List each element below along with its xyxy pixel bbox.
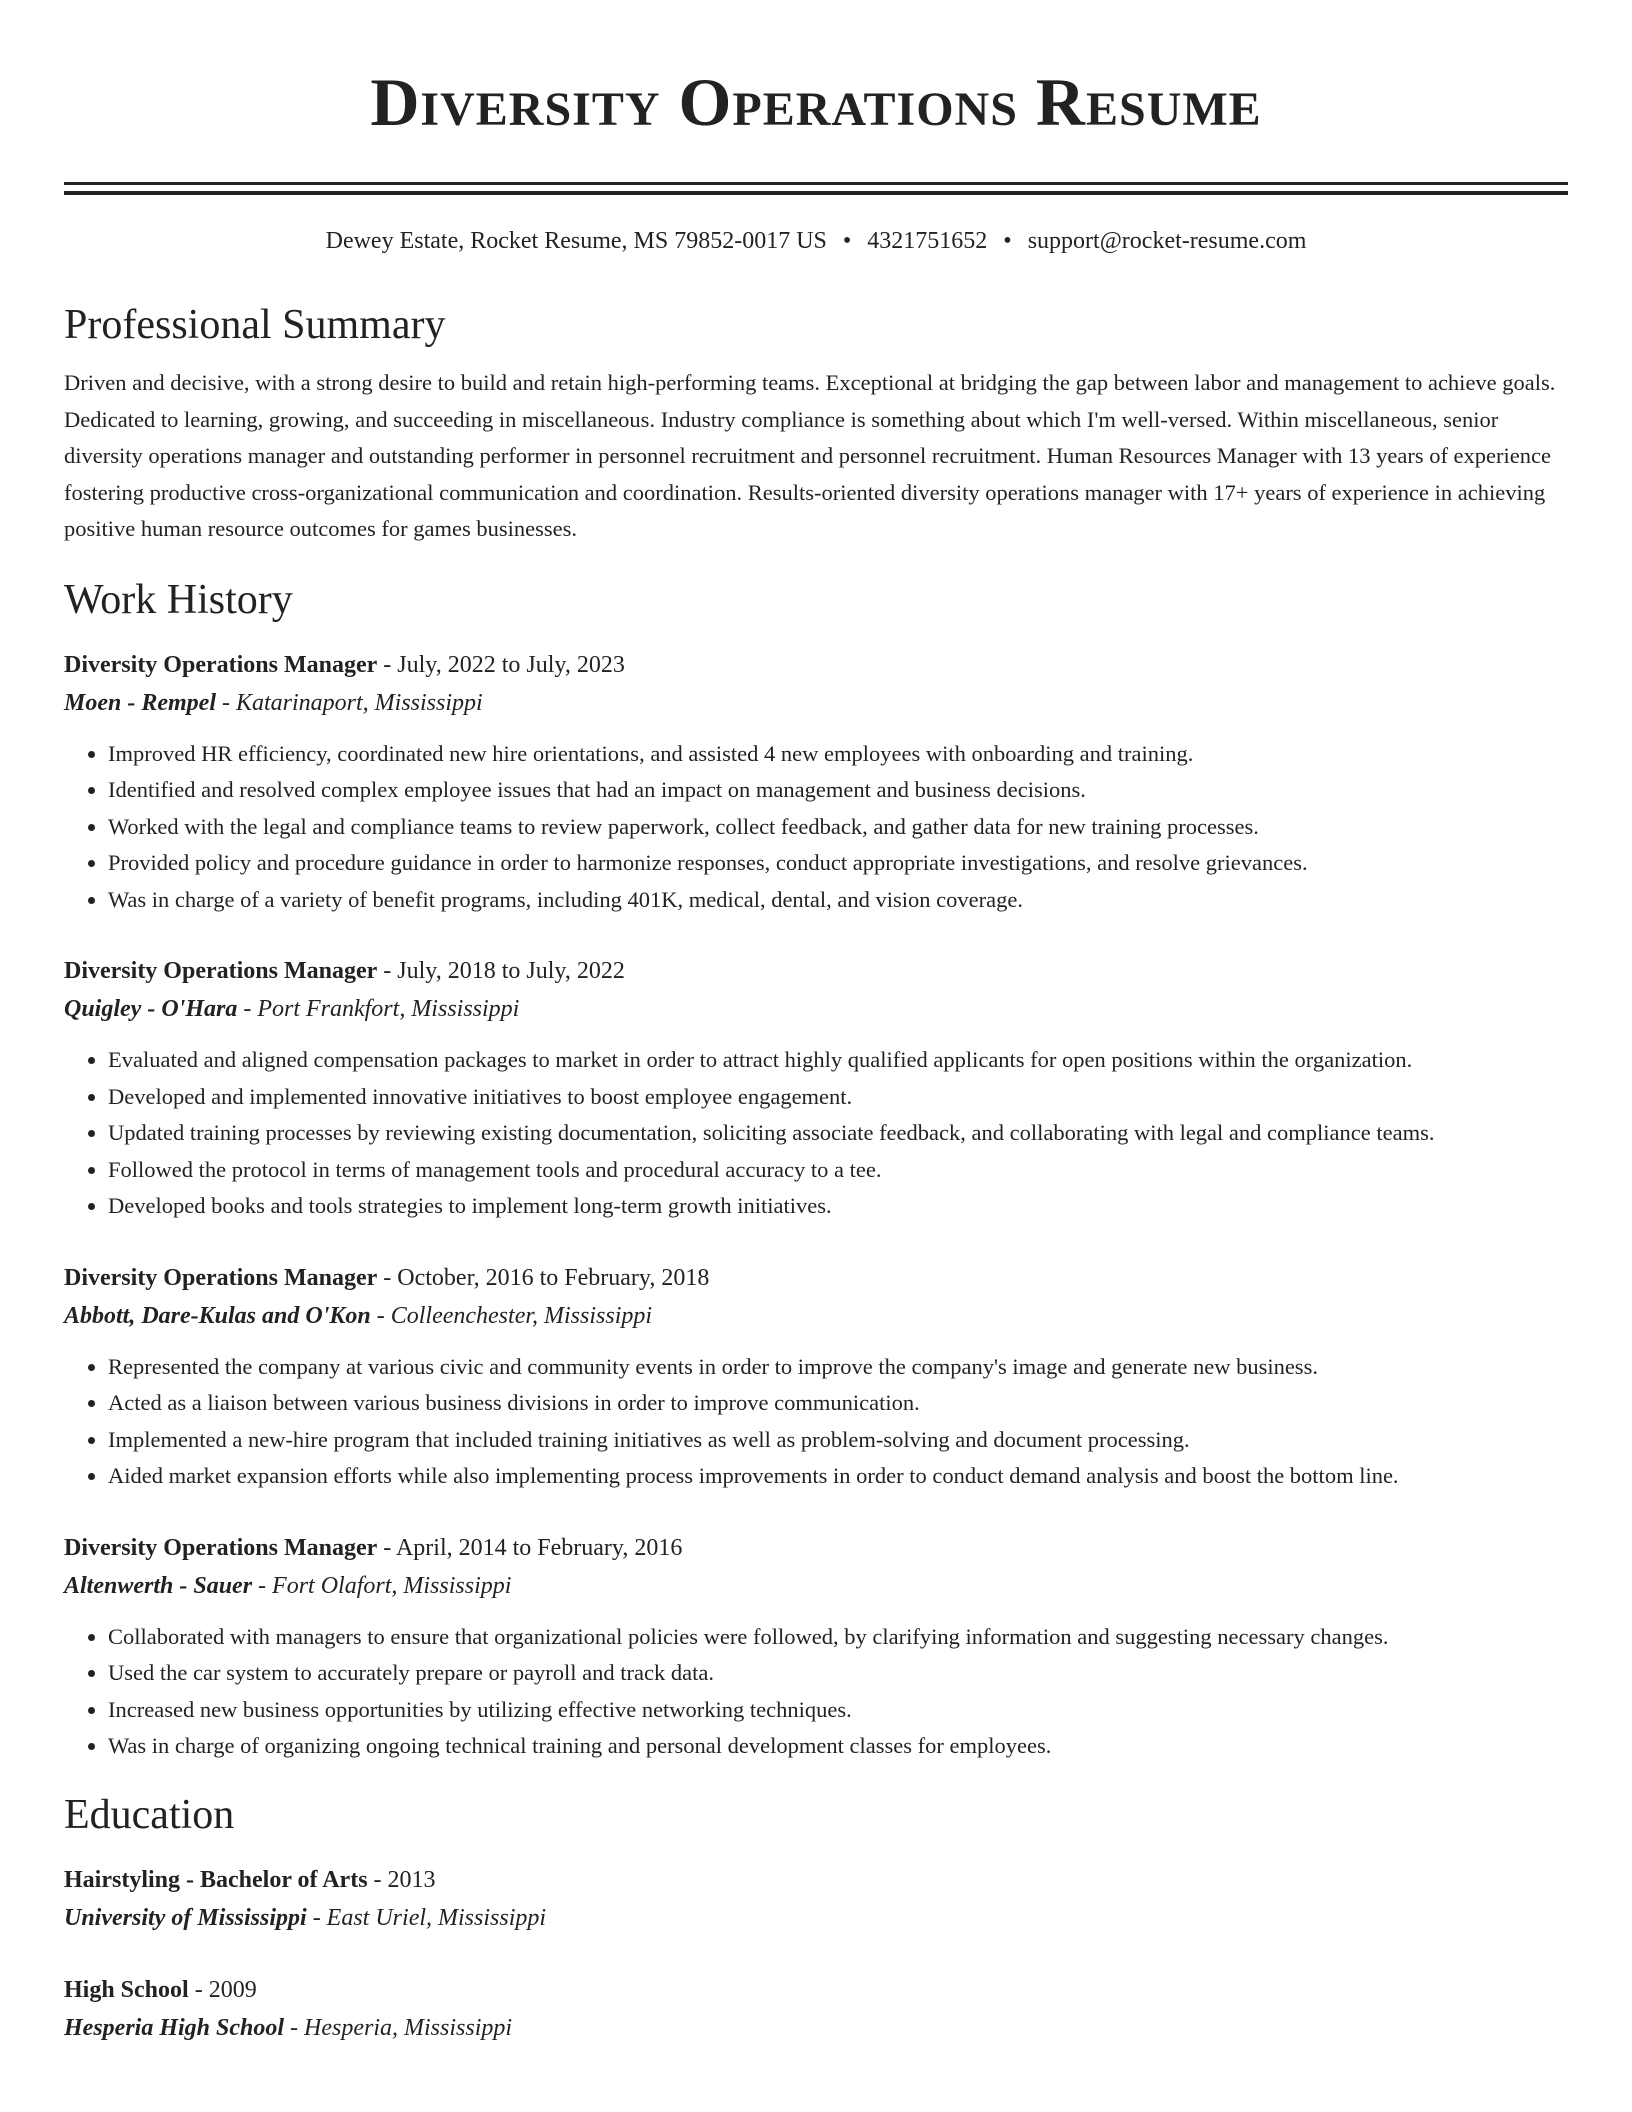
- contact-separator: •: [1003, 228, 1012, 254]
- job-bullet: • Developed and implemented innovative initiatives to boost employee engagement.: [108, 1079, 1568, 1116]
- contact-phone: 4321751652: [867, 228, 988, 254]
- job-entry: [64, 1529, 1568, 1765]
- job-entry: [64, 952, 1568, 1225]
- job-title-line: [64, 952, 1568, 990]
- job-location: - Colleenchester, Mississippi: [370, 1302, 653, 1329]
- job-company-line: [64, 684, 1568, 722]
- summary-text: Driven and decisive, with a strong desire to build and retain high-performing teams. Exceptional at bridging the gap between labor and management to achieve goals. Dedicated to learning, growing, and succeeding in miscellaneous. Industry compliance is something about which I'm well-versed. Within miscellaneous, senior diversity operations manager and outstanding performer in personnel recruitment and personnel recruitment. Human Resources Manager with 13 years of experience fostering productive cross-organizational communication and coordination. Results-oriented diversity operations manager with 17+ years of experience in achieving positive human resource outcomes for games businesses.: [64, 370, 1556, 541]
- work-history-list: [64, 646, 1568, 1765]
- education-degree: High School: [64, 1976, 189, 2003]
- job-bullet: • Increased new business opportunities by utilizing effective networking techniques.: [108, 1692, 1568, 1729]
- job-bullet: • Represented the company at various civic and community events in order to improve the company's image and generate new business.: [108, 1349, 1568, 1386]
- contact-email: support@rocket-resume.com: [1027, 228, 1307, 254]
- job-bullet: • Was in charge of a variety of benefit programs, including 401K, medical, dental, and vision coverage.: [108, 882, 1568, 919]
- job-bullet: • Developed books and tools strategies to implement long-term growth initiatives.: [108, 1188, 1568, 1225]
- job-bullet: • Aided market expansion efforts while also implementing process improvements in order to conduct demand analysis and boost the bottom line.: [108, 1458, 1568, 1495]
- job-title: Diversity Operations Manager: [64, 1534, 378, 1561]
- job-bullets: [64, 1042, 1568, 1225]
- education-degree-line: [64, 1971, 1568, 2009]
- education-degree-line: [64, 1861, 1568, 1899]
- job-dates: - July, 2022 to July, 2023: [377, 651, 625, 678]
- education-location: - East Uriel, Mississippi: [306, 1904, 547, 1931]
- education-school-line: [64, 1899, 1568, 1937]
- education-school-line: [64, 2009, 1568, 2047]
- job-company-line: [64, 990, 1568, 1028]
- job-bullet: • Identified and resolved complex employee issues that had an impact on management and business decisions.: [108, 772, 1568, 809]
- education-entry: [64, 1971, 1568, 2047]
- job-location: - Fort Olafort, Mississippi: [252, 1572, 512, 1599]
- contact-address: Dewey Estate, Rocket Resume, MS 79852-0017 US: [325, 228, 827, 254]
- job-dates: - October, 2016 to February, 2018: [377, 1264, 710, 1291]
- job-bullet: • Provided policy and procedure guidance in order to harmonize responses, conduct appropriate investigations, and resolve grievances.: [108, 845, 1568, 882]
- job-dates: - July, 2018 to July, 2022: [377, 958, 625, 984]
- job-bullet: • Worked with the legal and compliance teams to review paperwork, collect feedback, and gather data for new training processes.: [108, 809, 1568, 846]
- education-list: [64, 1861, 1568, 2047]
- job-bullet: • Evaluated and aligned compensation packages to market in order to attract highly qualified applicants for open positions within the organization.: [108, 1042, 1568, 1079]
- education-degree: Hairstyling - Bachelor of Arts: [64, 1866, 368, 1893]
- contact-line: [64, 225, 1568, 257]
- job-title-line: [64, 646, 1568, 684]
- job-company: Altenwerth - Sauer: [64, 1572, 253, 1599]
- education-year: - 2013: [367, 1866, 436, 1893]
- job-bullet: • Updated training processes by reviewing existing documentation, soliciting associate feedback, and collaborating with legal and compliance teams.: [108, 1115, 1568, 1152]
- job-company-line: [64, 1297, 1568, 1335]
- job-bullet: • Acted as a liaison between various business divisions in order to improve communication.: [108, 1385, 1568, 1422]
- job-company-line: [64, 1567, 1568, 1605]
- job-title-line: [64, 1529, 1568, 1567]
- job-bullet: • Collaborated with managers to ensure that organizational policies were followed, by clarifying information and suggesting necessary changes.: [108, 1619, 1568, 1656]
- job-company: Abbott, Dare-Kulas and O'Kon: [64, 1302, 371, 1329]
- job-company: Moen - Rempel: [64, 689, 216, 716]
- job-bullets: [64, 1619, 1568, 1765]
- job-bullet: • Was in charge of organizing ongoing technical training and personal development classes for employees.: [108, 1728, 1568, 1765]
- education-location: - Hesperia, Mississippi: [284, 2014, 513, 2041]
- job-bullet: • Used the car system to accurately prepare or payroll and track data.: [108, 1655, 1568, 1692]
- title-divider: [64, 182, 1568, 195]
- job-title: Diversity Operations Manager: [64, 651, 378, 678]
- work-history-heading: Work History: [64, 576, 293, 623]
- job-dates: - April, 2014 to February, 2016: [377, 1534, 683, 1561]
- job-title: Diversity Operations Manager: [64, 1264, 378, 1291]
- job-bullets: [64, 736, 1568, 919]
- job-title-line: [64, 1259, 1568, 1297]
- job-entry: [64, 1259, 1568, 1495]
- education-school: University of Mississippi: [64, 1904, 307, 1931]
- summary-heading: Professional Summary: [64, 302, 446, 348]
- contact-separator: •: [842, 228, 852, 254]
- job-entry: [64, 646, 1568, 919]
- education-entry: [64, 1861, 1568, 1937]
- job-bullet: • Implemented a new-hire program that included training initiatives as well as problem-solving and document processing.: [108, 1422, 1568, 1459]
- job-bullets: [64, 1349, 1568, 1495]
- job-bullet: • Improved HR efficiency, coordinated new hire orientations, and assisted 4 new employees with onboarding and training.: [108, 736, 1568, 773]
- education-heading: Education: [64, 1791, 235, 1838]
- job-company: Quigley - O'Hara: [64, 996, 238, 1022]
- job-location: - Katarinaport, Mississippi: [215, 689, 483, 716]
- job-location: - Port Frankfort, Mississippi: [237, 996, 520, 1022]
- job-bullet: • Followed the protocol in terms of management tools and procedural accuracy to a tee.: [108, 1152, 1568, 1189]
- education-school: Hesperia High School: [64, 2014, 285, 2041]
- education-year: - 2009: [188, 1976, 257, 2003]
- job-title: Diversity Operations Manager: [64, 958, 378, 984]
- resume-title: Diversity Operations Resume: [370, 64, 1262, 140]
